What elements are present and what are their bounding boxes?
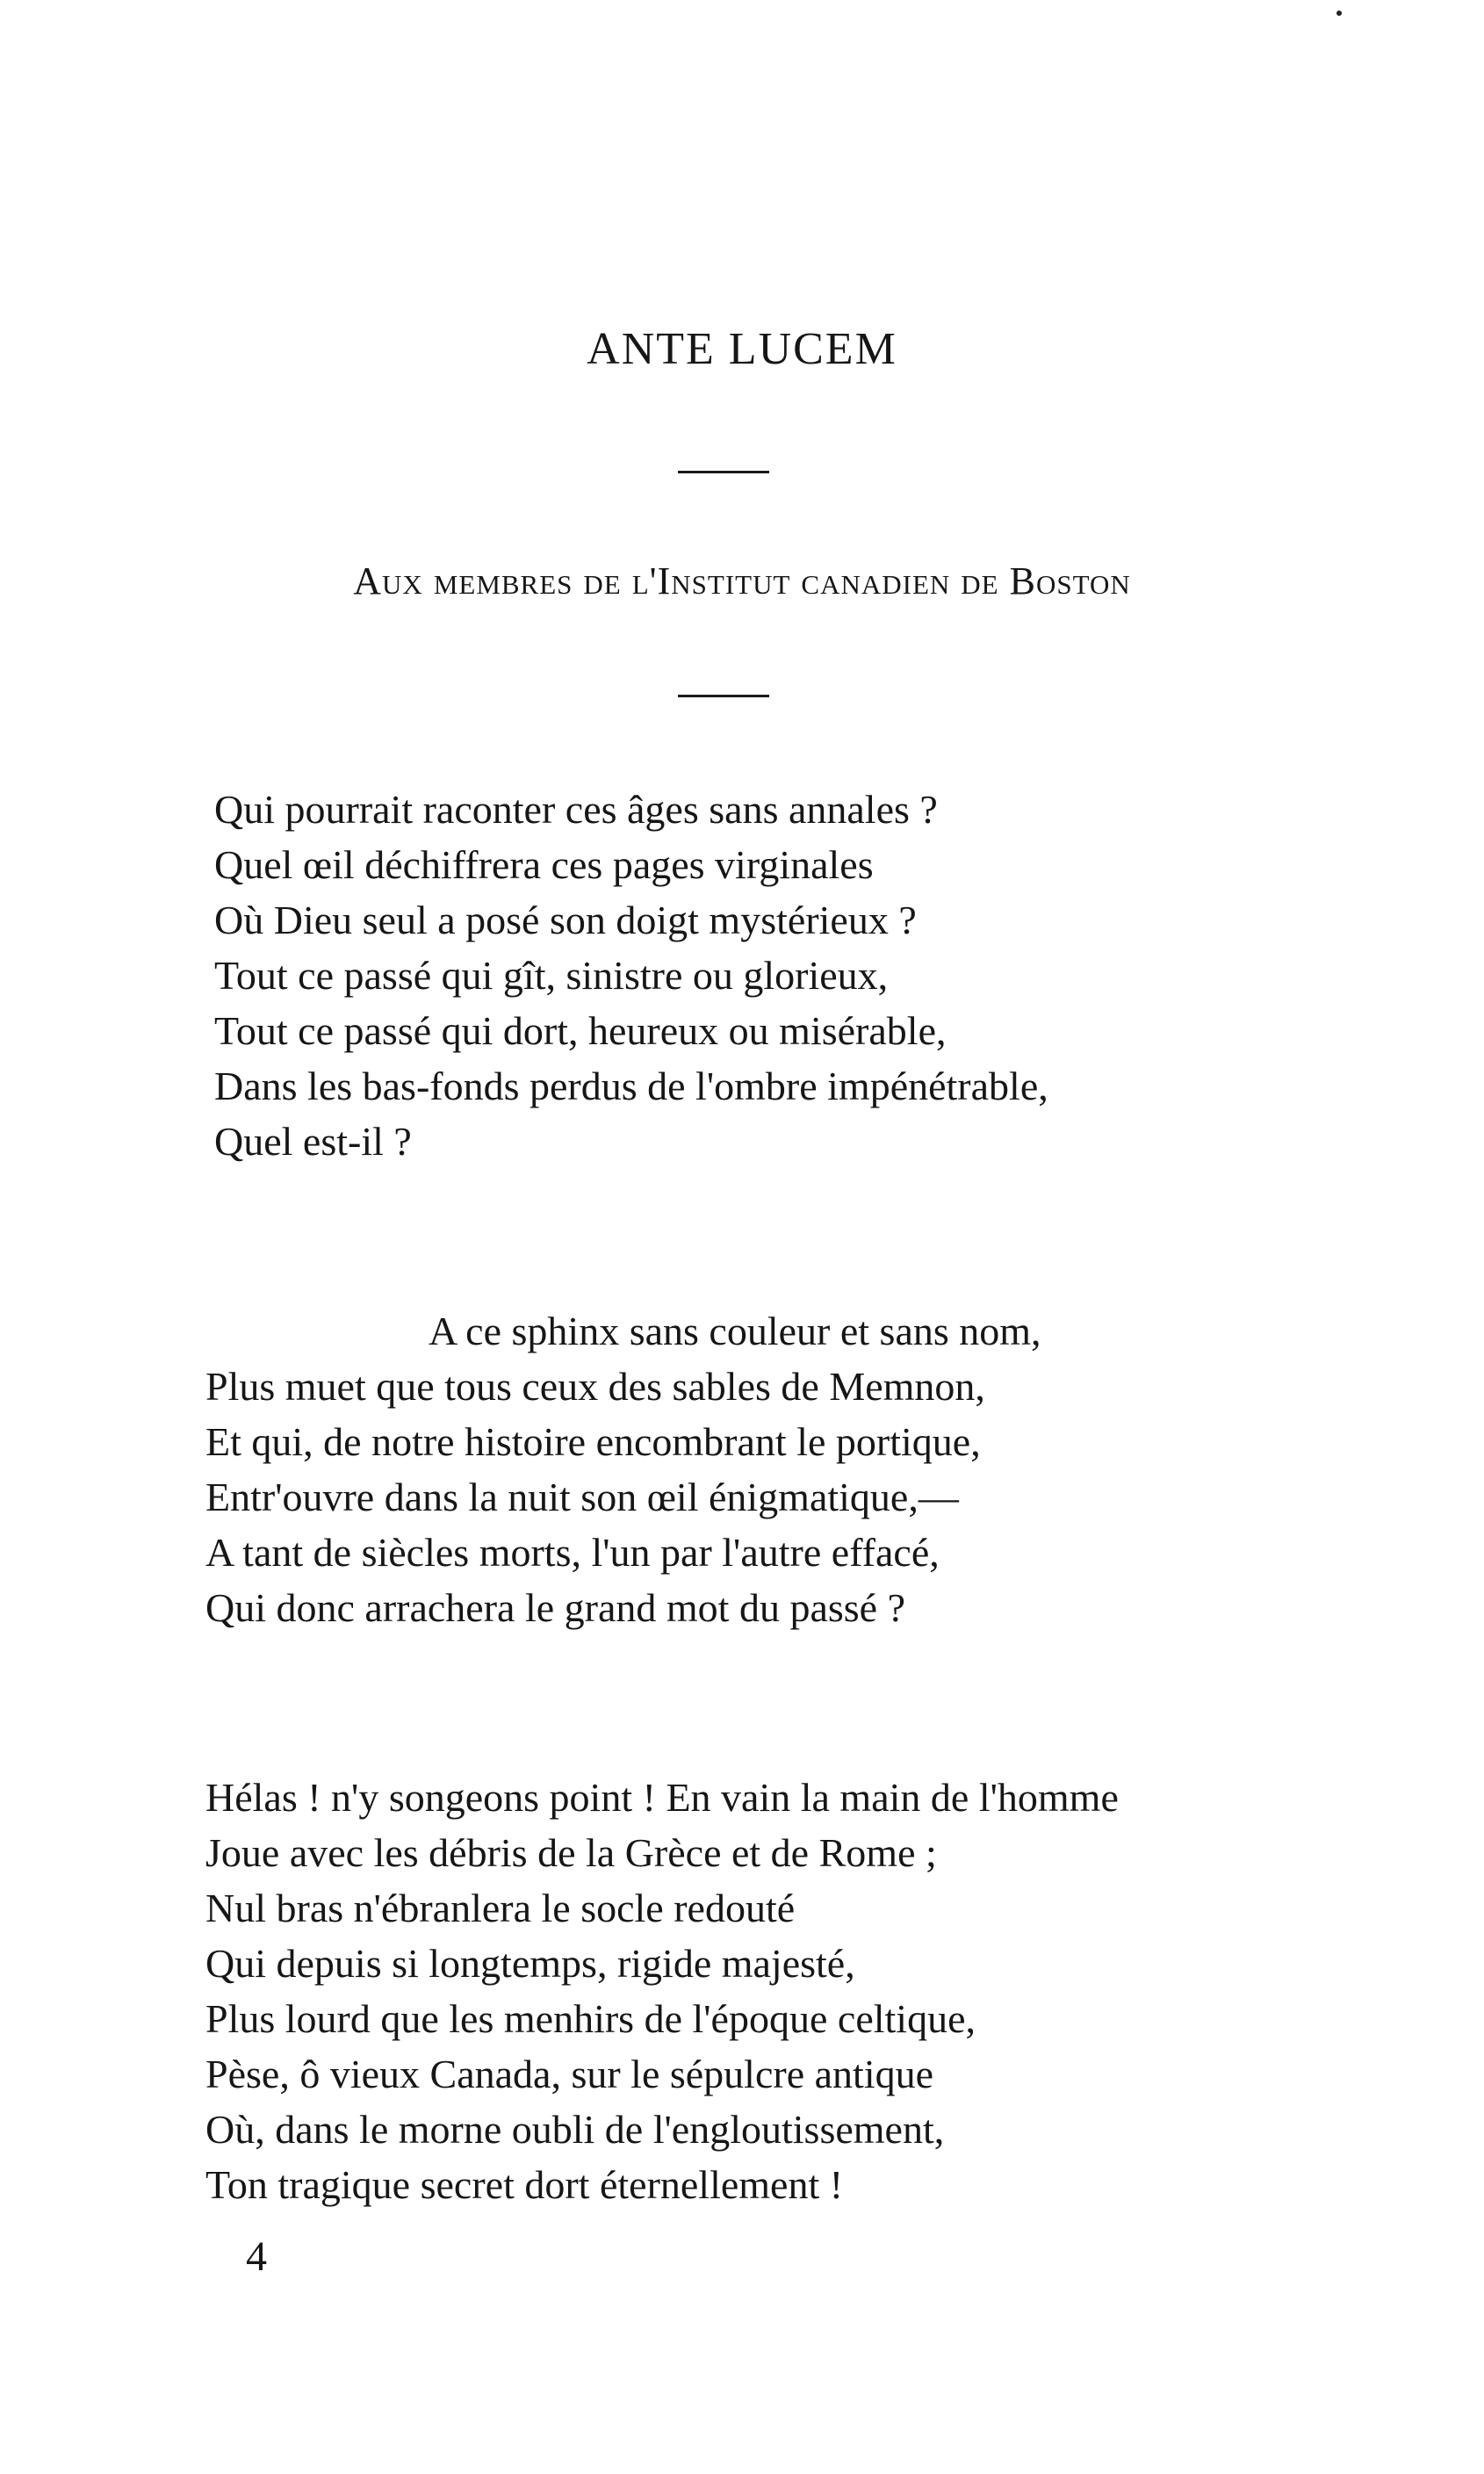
verse-line: Entr'ouvre dans la nuit son œil énigmatique,— bbox=[205, 1475, 959, 1519]
stanza-2 bbox=[205, 1303, 1041, 1635]
poem-title: ANTE LUCEM bbox=[587, 324, 897, 374]
verse-line: Dans les bas-fonds perdus de l'ombre impénétrable, bbox=[214, 1064, 1048, 1108]
verse-line: Nul bras n'ébranlera le socle redouté bbox=[205, 1886, 796, 1930]
dedication bbox=[0, 559, 1484, 604]
verse-line: A tant de siècles morts, l'un par l'autre effacé, bbox=[205, 1530, 940, 1575]
verse-line: Joue avec les débris de la Grèce et de Rome ; bbox=[205, 1830, 937, 1875]
verse-line: Où, dans le morne oubli de l'engloutissement, bbox=[205, 2107, 945, 2152]
verse-line: Qui pourrait raconter ces âges sans annales ? bbox=[214, 787, 938, 832]
verse-line: Ton tragique secret dort éternellement ! bbox=[205, 2162, 844, 2207]
verse-line: Plus muet que tous ceux des sables de Memnon, bbox=[205, 1364, 985, 1409]
dedication-text: Aux membres de l'Institut canadien de Boston bbox=[353, 559, 1131, 602]
verse-line: Et qui, de notre histoire encombrant le portique, bbox=[205, 1419, 981, 1464]
print-speck bbox=[1336, 11, 1342, 16]
verse-line: Quel est-il ? bbox=[214, 1119, 412, 1164]
verse-line: Tout ce passé qui gît, sinistre ou glorieux, bbox=[214, 953, 889, 998]
verse-line: Tout ce passé qui dort, heureux ou misérable, bbox=[214, 1008, 947, 1053]
verse-line: Où Dieu seul a posé son doigt mystérieux ? bbox=[214, 898, 917, 942]
verse-line: Quel œil déchiffrera ces pages virginales bbox=[214, 842, 874, 887]
stanza-1 bbox=[214, 782, 1048, 1169]
verse-line: Qui depuis si longtemps, rigide majesté, bbox=[205, 1941, 855, 1986]
verse-line: Plus lourd que les menhirs de l'époque celtique, bbox=[205, 1996, 976, 2041]
verse-line: Pèse, ô vieux Canada, sur le sépulcre antique bbox=[205, 2052, 934, 2096]
verse-line: Hélas ! n'y songeons point ! En vain la main de l'homme bbox=[205, 1775, 1119, 1820]
verse-line-indented: A ce sphinx sans couleur et sans nom, bbox=[429, 1309, 1041, 1353]
title-divider bbox=[678, 471, 769, 473]
page-number: 4 bbox=[246, 2233, 267, 2280]
verse-line: Qui donc arrachera le grand mot du passé ? bbox=[205, 1585, 906, 1630]
stanza-3 bbox=[205, 1770, 1119, 2212]
dedication-divider bbox=[678, 695, 769, 697]
